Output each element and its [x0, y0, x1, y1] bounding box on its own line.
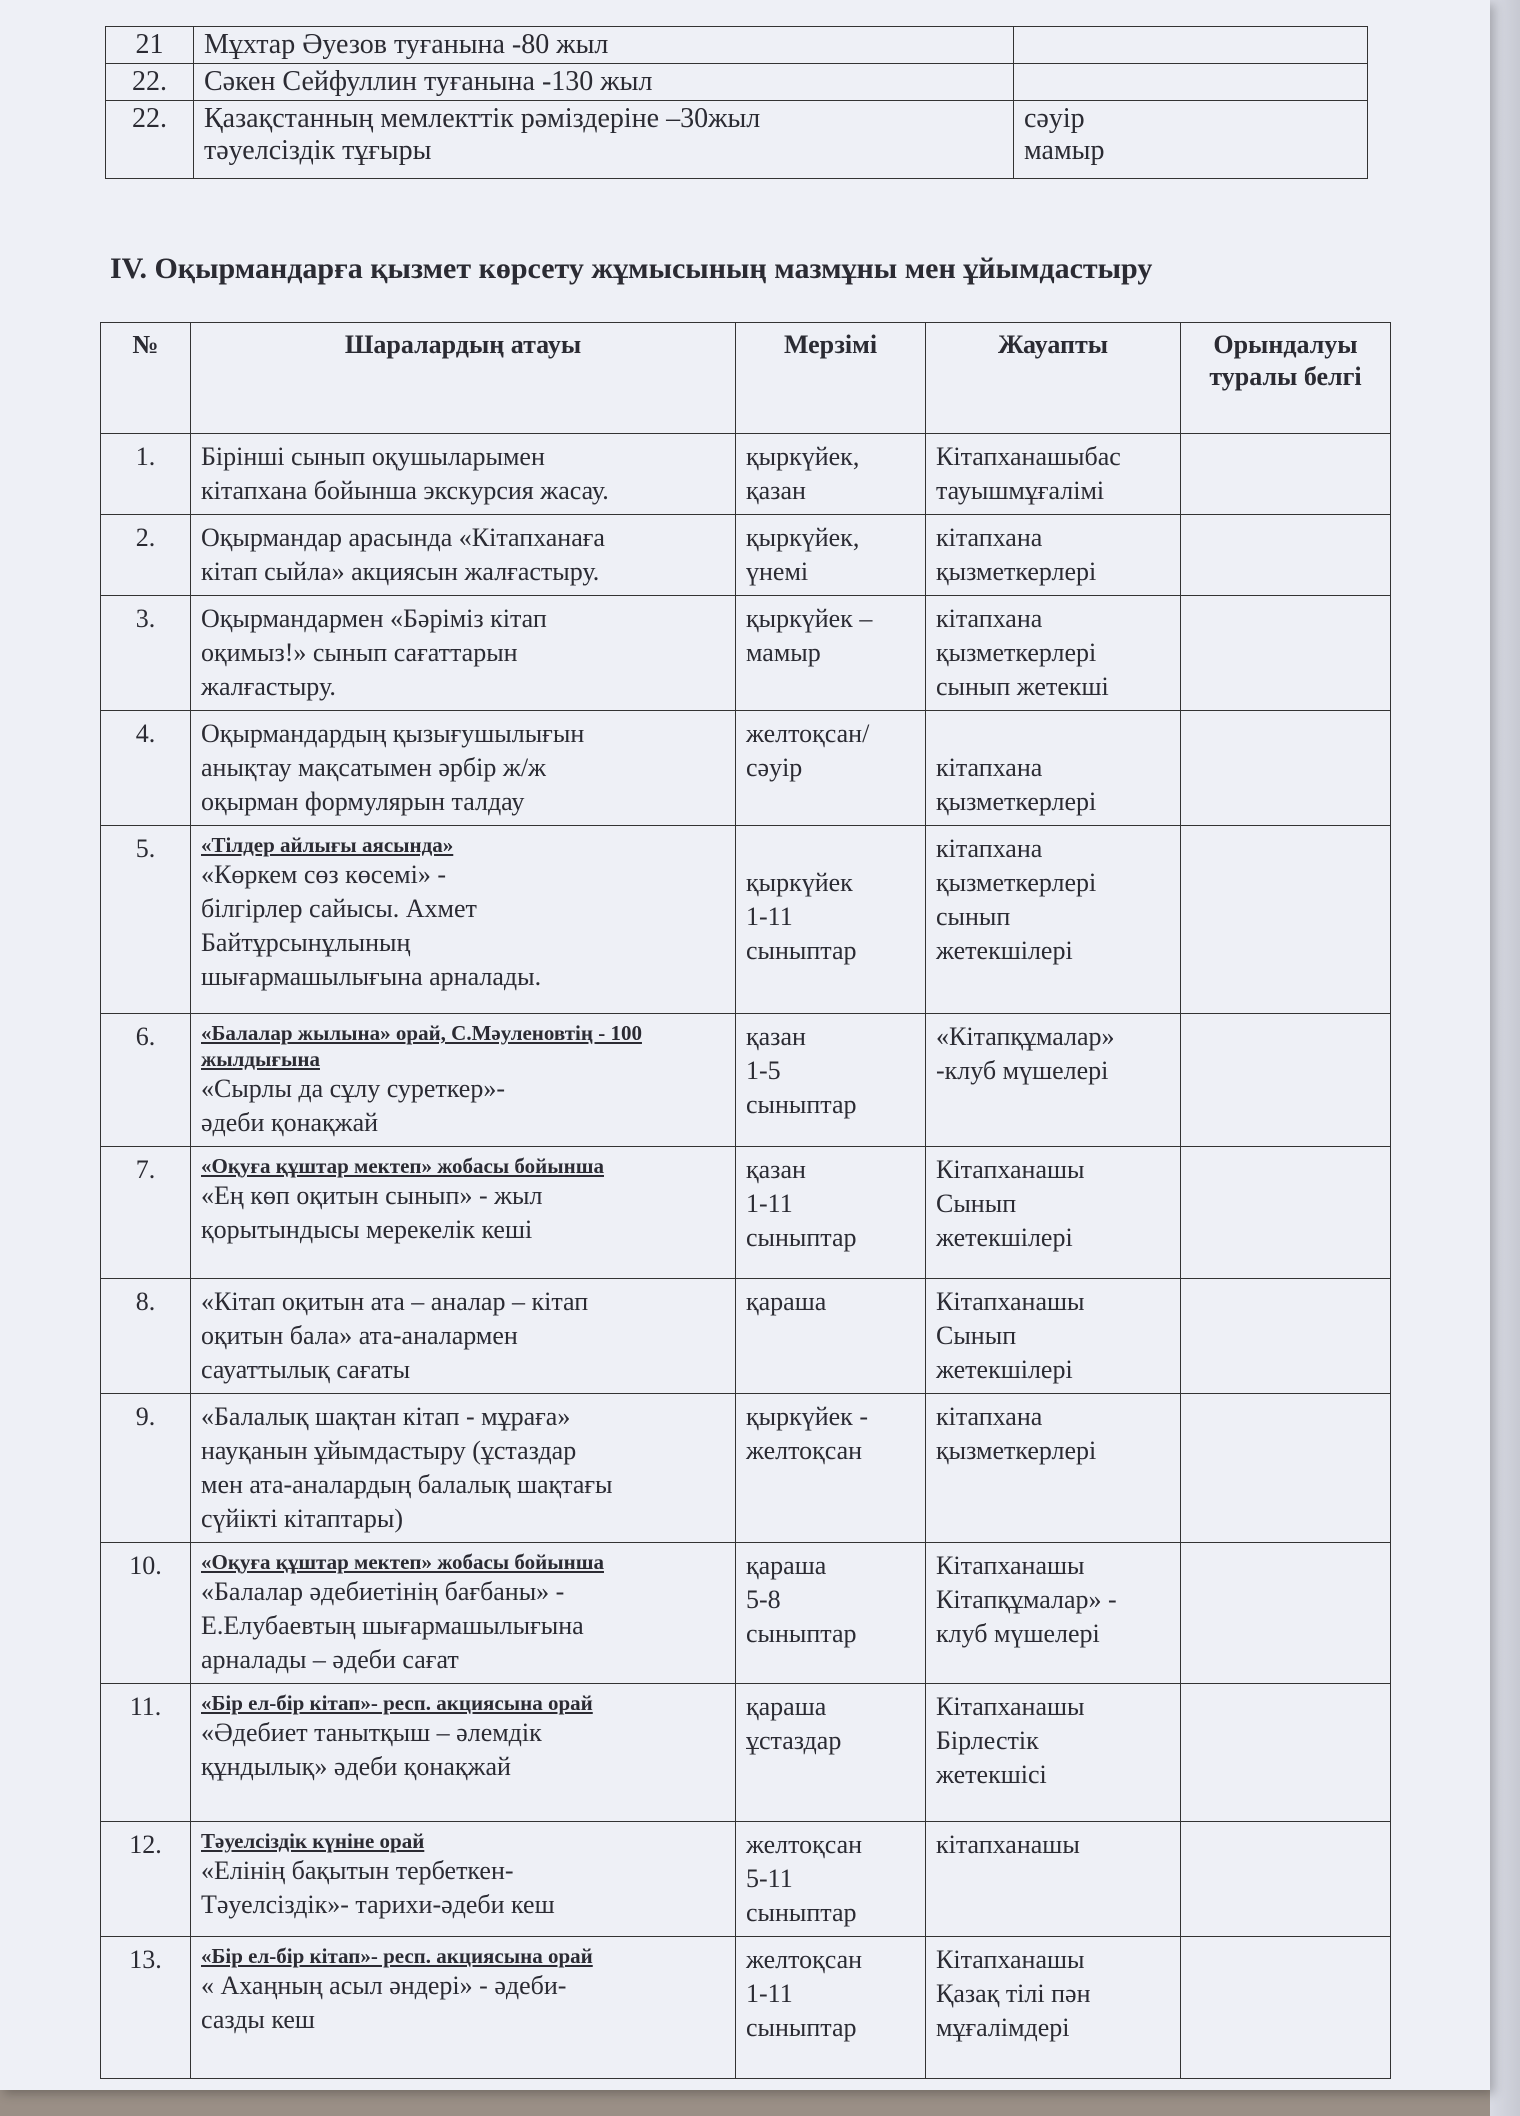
- event-name-line: «Әдебиет танытқыш – әлемдік: [201, 1718, 542, 1747]
- event-term: [736, 1147, 926, 1279]
- event-term: [736, 1684, 926, 1822]
- event-responsible-line: Сынып: [936, 1321, 1017, 1350]
- event-term: [736, 515, 926, 596]
- event-term-line: мамыр: [746, 638, 821, 667]
- event-name-line: құндылық» әдеби қонақжай: [201, 1752, 511, 1781]
- top-row-text-line: тәуелсіздік тұғыры: [204, 135, 432, 166]
- event-name-line: «Ең көп оқитын сынып» - жыл: [201, 1181, 543, 1210]
- event-mark: [1181, 515, 1391, 596]
- event-row: [101, 434, 1391, 515]
- event-number: 3.: [101, 596, 191, 711]
- event-name-line: оқитын бала» ата-аналармен: [201, 1321, 518, 1350]
- event-name: [191, 1394, 736, 1543]
- event-term-line: қыркүйек,: [746, 442, 860, 471]
- event-term-line: 5-8: [746, 1585, 781, 1614]
- event-name-line: қорытындысы мерекелік кеші: [201, 1215, 533, 1244]
- header-num: №: [101, 323, 191, 434]
- event-name-line: Оқырмандардың қызығушылығын: [201, 719, 585, 748]
- event-term-line: қыркүйек,: [746, 523, 860, 552]
- event-responsible-line: қызметкерлері: [936, 1436, 1097, 1465]
- event-name-line: Е.Елубаевтың шығармашылығына: [201, 1611, 584, 1640]
- event-responsible-line: -клуб мүшелері: [936, 1056, 1109, 1085]
- event-responsible: [926, 1279, 1181, 1394]
- event-row: [101, 826, 1391, 1014]
- top-table-row: [106, 27, 1368, 64]
- event-name: [191, 1279, 736, 1394]
- event-name: [191, 1937, 736, 2079]
- event-responsible-line: [936, 717, 1170, 751]
- event-number: 11.: [101, 1684, 191, 1822]
- top-row-term-line: сәуір: [1024, 103, 1085, 134]
- event-term-line: сыныптар: [746, 1619, 857, 1648]
- top-row-number: 21: [106, 27, 194, 64]
- event-name-line: жалғастыру.: [201, 672, 336, 701]
- event-name: [191, 434, 736, 515]
- top-row-text: [194, 64, 1014, 101]
- event-name-line: оқырман формулярын талдау: [201, 787, 525, 816]
- event-responsible-line: Кітапханашы: [936, 1551, 1085, 1580]
- event-responsible: [926, 1394, 1181, 1543]
- top-continuation-table: [105, 26, 1368, 179]
- event-row: [101, 1684, 1391, 1822]
- event-name: [191, 1014, 736, 1147]
- event-responsible-line: сынып жетекші: [936, 672, 1109, 701]
- top-row-text: [194, 27, 1014, 64]
- event-name-line: «Сырлы да сұлу суреткер»-: [201, 1074, 505, 1103]
- event-term-line: қазан: [746, 1022, 806, 1051]
- event-responsible: [926, 826, 1181, 1014]
- top-row-term-line: мамыр: [1024, 135, 1105, 166]
- events-table-body: [101, 434, 1391, 2079]
- event-mark: [1181, 1543, 1391, 1684]
- event-name-line: Тәуелсіздік»- тарихи-әдеби кеш: [201, 1890, 555, 1919]
- event-row: [101, 596, 1391, 711]
- event-name: [191, 711, 736, 826]
- event-name: [191, 826, 736, 1014]
- event-term-line: қараша: [746, 1692, 827, 1721]
- event-mark: [1181, 434, 1391, 515]
- event-name-line: науқанын ұйымдастыру (ұстаздар: [201, 1436, 577, 1465]
- event-name-line: оқимыз!» сынып сағаттарын: [201, 638, 518, 667]
- event-term-line: желтоқсан: [746, 1830, 863, 1859]
- event-row: [101, 1147, 1391, 1279]
- event-responsible-line: клуб мүшелері: [936, 1619, 1100, 1648]
- event-name-line: шығармашылығына арналады.: [201, 962, 542, 991]
- event-name: [191, 1147, 736, 1279]
- event-responsible-line: Қазақ тілі пән: [936, 1979, 1091, 2008]
- event-mark: [1181, 1822, 1391, 1937]
- event-subheading: «Балалар жылына» орай, С.Мәуленовтің - 100 жылдығына: [201, 1021, 642, 1071]
- event-name-line: сазды кеш: [201, 2005, 315, 2034]
- event-term-line: сыныптар: [746, 2013, 857, 2042]
- event-term-line: желтоқсан: [746, 1945, 863, 1974]
- event-term-line: қыркүйек -: [746, 1402, 868, 1431]
- event-term: [736, 1279, 926, 1394]
- event-responsible-line: Кітапханашы: [936, 1155, 1085, 1184]
- section-title: IV. Оқырмандарға қызмет көрсету жұмысының мазмұны мен ұйымдастыру: [110, 252, 1153, 285]
- events-table: [100, 322, 1391, 2079]
- event-name-line: Байтұрсынұлының: [201, 928, 411, 957]
- event-term-line: желтоқсан/: [746, 719, 870, 748]
- event-name-line: анықтау мақсатымен әрбір ж/ж: [201, 753, 547, 782]
- event-number: 8.: [101, 1279, 191, 1394]
- header-name: Шаралардың атауы: [191, 323, 736, 434]
- top-table-row: [106, 64, 1368, 101]
- top-row-text: [194, 101, 1014, 179]
- top-row-text-line: Қазақстанның мемлекттік рәміздеріне –30жыл: [204, 103, 761, 134]
- event-name-line: «Елінің бақытын тербеткен-: [201, 1856, 514, 1885]
- event-term-line: 5-11: [746, 1864, 793, 1893]
- header-mark: Орындалуы туралы белгі: [1181, 323, 1391, 434]
- event-term: [736, 1822, 926, 1937]
- event-number: 4.: [101, 711, 191, 826]
- event-name-line: «Балалар әдебиетінің бағбаны» -: [201, 1577, 565, 1606]
- event-name: [191, 1543, 736, 1684]
- top-row-text-line: Сәкен Сейфуллин туғанына -130 жыл: [204, 66, 653, 97]
- event-row: [101, 1937, 1391, 2079]
- event-responsible-line: қызметкерлері: [936, 868, 1097, 897]
- event-term-line: 1-5: [746, 1056, 781, 1085]
- event-number: 1.: [101, 434, 191, 515]
- event-row: [101, 515, 1391, 596]
- event-name-line: Оқырмандар арасында «Кітапханаға: [201, 523, 605, 552]
- event-mark: [1181, 1394, 1391, 1543]
- event-term-line: сыныптар: [746, 936, 857, 965]
- event-term: [736, 434, 926, 515]
- event-term-line: қыркүйек –: [746, 604, 873, 633]
- event-responsible-line: Кітапханашы: [936, 1945, 1085, 1974]
- event-responsible: [926, 596, 1181, 711]
- event-name-line: әдеби қонақжай: [201, 1108, 379, 1137]
- event-term-line: сыныптар: [746, 1223, 857, 1252]
- event-term: [736, 1543, 926, 1684]
- event-term: [736, 1937, 926, 2079]
- event-name-line: кітап сыйла» акциясын жалғастыру.: [201, 557, 600, 586]
- event-term-line: қараша: [746, 1551, 827, 1580]
- event-term-line: [746, 832, 915, 866]
- event-subheading: «Тілдер айлығы аясында»: [201, 833, 454, 857]
- event-mark: [1181, 826, 1391, 1014]
- event-responsible-line: кітапхана: [936, 523, 1043, 552]
- event-name-line: арналады – әдеби сағат: [201, 1645, 459, 1674]
- paper-edge: [1490, 0, 1520, 2116]
- event-term-line: желтоқсан: [746, 1436, 863, 1465]
- header-responsible: Жауапты: [926, 323, 1181, 434]
- header-row: [101, 323, 1391, 434]
- event-subheading: «Бір ел-бір кітап»- респ. акциясына орай: [201, 1691, 593, 1715]
- event-responsible-line: қызметкерлері: [936, 557, 1097, 586]
- top-row-number: 22.: [106, 101, 194, 179]
- event-name-line: кітапхана бойынша экскурсия жасау.: [201, 476, 609, 505]
- top-row-text-line: Мұхтар Әуезов туғанына -80 жыл: [204, 29, 609, 60]
- event-term-line: қазан: [746, 476, 806, 505]
- top-row-term: [1014, 101, 1368, 179]
- event-responsible-line: қызметкерлері: [936, 638, 1097, 667]
- event-responsible-line: «Кітапқұмалар»: [936, 1022, 1115, 1051]
- event-term: [736, 1394, 926, 1543]
- event-responsible-line: қызметкерлері: [936, 787, 1097, 816]
- event-number: 2.: [101, 515, 191, 596]
- event-term-line: ұстаздар: [746, 1726, 842, 1755]
- event-name-line: сүйікті кітаптары): [201, 1504, 404, 1533]
- event-term-line: сыныптар: [746, 1090, 857, 1119]
- event-term-line: қараша: [746, 1287, 827, 1316]
- event-mark: [1181, 1279, 1391, 1394]
- event-name-line: « Ахаңның асыл әндері» - әдеби-: [201, 1971, 567, 2000]
- event-name-line: «Көркем сөз көсемі» -: [201, 860, 446, 889]
- top-row-term: [1014, 64, 1368, 101]
- event-responsible: [926, 711, 1181, 826]
- event-name-line: «Кітап оқитын ата – аналар – кітап: [201, 1287, 589, 1316]
- event-responsible-line: кітапхана: [936, 834, 1043, 863]
- event-responsible-line: жетекшісі: [936, 1760, 1047, 1789]
- event-term-line: сыныптар: [746, 1898, 857, 1927]
- event-responsible-line: Бірлестік: [936, 1726, 1039, 1755]
- event-mark: [1181, 1684, 1391, 1822]
- event-number: 9.: [101, 1394, 191, 1543]
- event-number: 10.: [101, 1543, 191, 1684]
- event-term-line: 1-11: [746, 902, 793, 931]
- event-name: [191, 515, 736, 596]
- event-term-line: 1-11: [746, 1189, 793, 1218]
- event-responsible-line: кітапхана: [936, 604, 1043, 633]
- event-responsible-line: мұғалімдері: [936, 2013, 1070, 2042]
- event-name-line: Бірінші сынып оқушыларымен: [201, 442, 545, 471]
- event-number: 5.: [101, 826, 191, 1014]
- event-subheading: «Оқуға құштар мектеп» жобасы бойынша: [201, 1154, 604, 1178]
- event-responsible-line: кітапхана: [936, 1402, 1043, 1431]
- event-row: [101, 1822, 1391, 1937]
- top-row-number: 22.: [106, 64, 194, 101]
- event-number: 7.: [101, 1147, 191, 1279]
- event-term-line: 1-11: [746, 1979, 793, 2008]
- event-responsible-line: жетекшілері: [936, 1223, 1073, 1252]
- event-number: 13.: [101, 1937, 191, 2079]
- event-term: [736, 1014, 926, 1147]
- event-responsible-line: кітапхана: [936, 753, 1043, 782]
- event-row: [101, 711, 1391, 826]
- event-name: [191, 1684, 736, 1822]
- event-mark: [1181, 1147, 1391, 1279]
- event-term-line: қыркүйек: [746, 868, 853, 897]
- event-responsible: [926, 1684, 1181, 1822]
- event-responsible: [926, 1937, 1181, 2079]
- event-responsible-line: Кітапханашыбас: [936, 442, 1121, 471]
- event-term-line: үнемі: [746, 557, 809, 586]
- event-name-line: Оқырмандармен «Бәріміз кітап: [201, 604, 547, 633]
- event-responsible-line: сынып: [936, 902, 1011, 931]
- event-row: [101, 1279, 1391, 1394]
- event-row: [101, 1394, 1391, 1543]
- event-responsible-line: жетекшілері: [936, 936, 1073, 965]
- top-row-term: [1014, 27, 1368, 64]
- event-number: 6.: [101, 1014, 191, 1147]
- event-subheading: «Оқуға құштар мектеп» жобасы бойынша: [201, 1550, 604, 1574]
- event-responsible: [926, 515, 1181, 596]
- event-name-line: мен ата-аналардың балалық шақтағы: [201, 1470, 613, 1499]
- event-responsible-line: тауышмұғалімі: [936, 476, 1105, 505]
- event-mark: [1181, 1014, 1391, 1147]
- event-mark: [1181, 596, 1391, 711]
- event-term-line: қазан: [746, 1155, 806, 1184]
- event-responsible-line: Кітапханашы: [936, 1692, 1085, 1721]
- event-responsible: [926, 1147, 1181, 1279]
- event-responsible: [926, 1014, 1181, 1147]
- event-responsible-line: кітапханашы: [936, 1830, 1080, 1859]
- event-subheading: Тәуелсіздік күніне орай: [201, 1829, 425, 1853]
- event-name-line: «Балалық шақтан кітап - мұраға»: [201, 1402, 571, 1431]
- header-term: Мерзімі: [736, 323, 926, 434]
- event-responsible-line: Кітапқұмалар» -: [936, 1585, 1117, 1614]
- event-name-line: сауаттылық сағаты: [201, 1355, 411, 1384]
- event-responsible: [926, 1543, 1181, 1684]
- top-table-body: [106, 27, 1368, 179]
- event-row: [101, 1543, 1391, 1684]
- event-mark: [1181, 1937, 1391, 2079]
- top-table-row: [106, 101, 1368, 179]
- event-term: [736, 596, 926, 711]
- event-name: [191, 596, 736, 711]
- event-responsible-line: Кітапханашы: [936, 1287, 1085, 1316]
- event-responsible-line: Сынып: [936, 1189, 1017, 1218]
- event-responsible: [926, 1822, 1181, 1937]
- event-term: [736, 711, 926, 826]
- event-responsible-line: жетекшілері: [936, 1355, 1073, 1384]
- event-term-line: сәуір: [746, 753, 803, 782]
- event-name: [191, 1822, 736, 1937]
- event-row: [101, 1014, 1391, 1147]
- event-mark: [1181, 711, 1391, 826]
- event-responsible: [926, 434, 1181, 515]
- event-term: [736, 826, 926, 1014]
- event-name-line: білгірлер сайысы. Ахмет: [201, 894, 477, 923]
- event-subheading: «Бір ел-бір кітап»- респ. акциясына орай: [201, 1944, 593, 1968]
- event-number: 12.: [101, 1822, 191, 1937]
